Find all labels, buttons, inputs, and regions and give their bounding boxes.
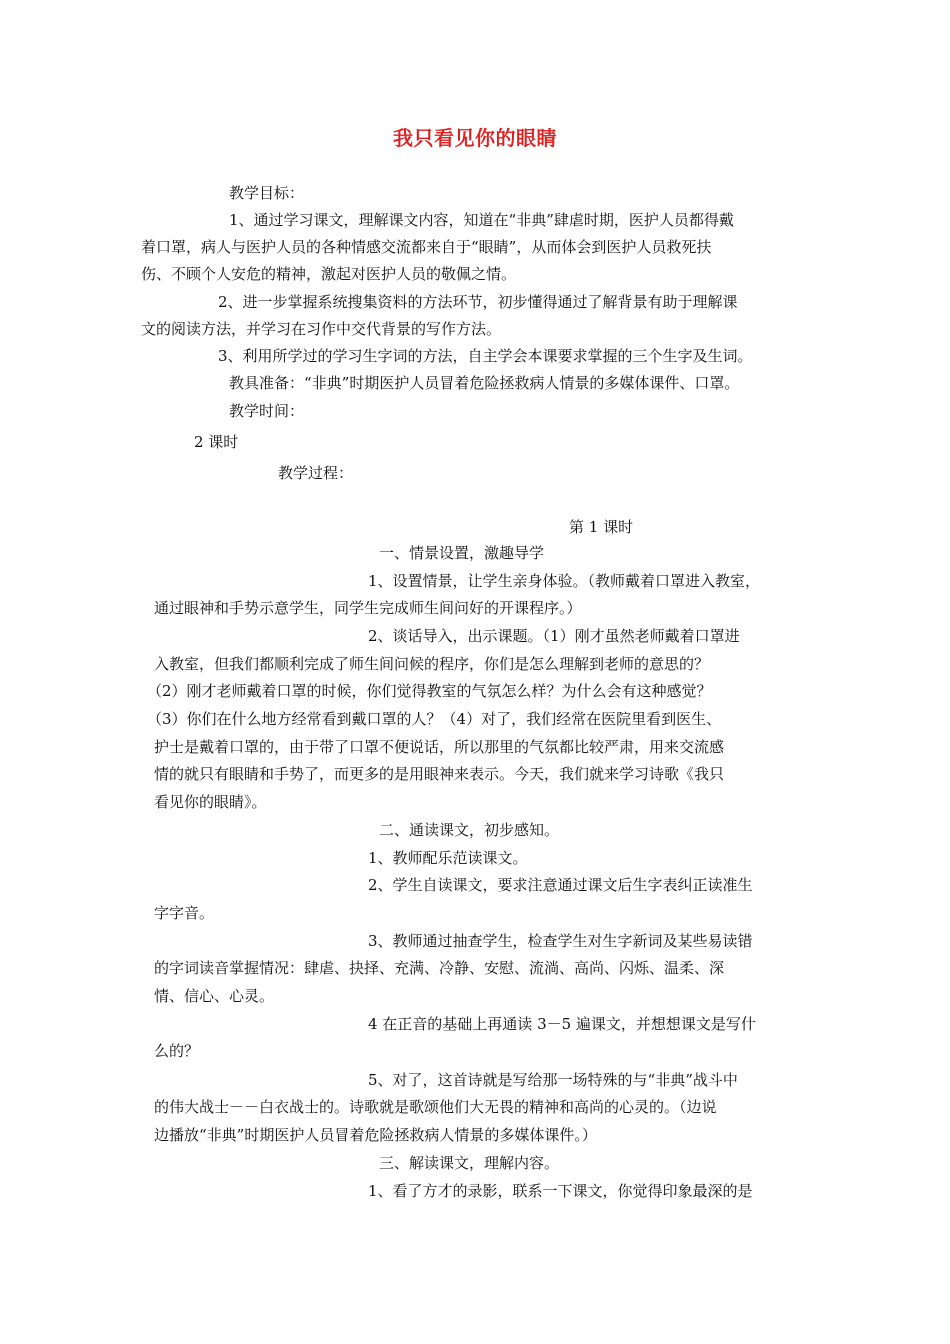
paragraph-line: 的字词读音掌握情况：肆虐、抉择、充满、冷静、安慰、流淌、高尚、闪烁、温柔、深: [154, 959, 725, 977]
paragraph-line: 入教室，但我们都顺利完成了师生间问候的程序，你们是怎么理解到老师的意思的？: [154, 655, 710, 673]
paragraph-line: 2 课时: [194, 433, 239, 451]
paragraph-line: 看见你的眼睛》。: [154, 793, 267, 811]
subsection-heading: 二、通读课文，初步感知。: [379, 821, 560, 839]
section-heading-time: 教学时间：: [229, 402, 305, 420]
paragraph-line: 教具准备：“非典”时期医护人员冒着危险拯救病人情景的多媒体课件、口罩。: [229, 374, 740, 392]
paragraph-line: 的伟大战士－－白衣战士的。诗歌就是歌颂他们大无畏的精神和高尚的心灵的。（边说: [154, 1098, 717, 1116]
paragraph-line: 伤、不顾个人安危的精神，激起对医护人员的敬佩之情。: [141, 265, 517, 283]
paragraph-line: 文的阅读方法，并学习在习作中交代背景的写作方法。: [141, 320, 502, 338]
paragraph-line: 字字音。: [154, 904, 215, 922]
paragraph-line: 1、设置情景，让学生亲身体验。（教师戴着口罩进入教室，: [368, 572, 761, 590]
paragraph-line: 1、看了方才的录影，联系一下课文，你觉得印象最深的是: [368, 1182, 753, 1200]
section-heading-objectives: 教学目标：: [229, 184, 305, 202]
paragraph-line: 护士是戴着口罩的，由于带了口罩不便说话，所以那里的气氛都比较严肃，用来交流感: [154, 738, 725, 756]
paragraph-line: 5、对了，这首诗就是写给那一场特殊的与“非典”战斗中: [368, 1071, 738, 1089]
paragraph-line: 么的？: [154, 1042, 200, 1060]
subsection-heading: 一、情景设置，激趣导学: [379, 544, 545, 562]
paragraph-line: 通过眼神和手势示意学生，同学生完成师生间问好的开课程序。）: [154, 599, 582, 617]
paragraph-line: 1、教师配乐范读课文。: [368, 849, 528, 867]
paragraph-line: 3、教师通过抽查学生，检查学生对生字新词及某些易读错: [368, 932, 753, 950]
paragraph-line: 2、学生自读课文，要求注意通过课文后生字表纠正读准生: [368, 876, 753, 894]
section-heading-process: 教学过程：: [278, 464, 354, 482]
paragraph-line: 3、利用所学过的学习生字词的方法，自主学会本课要求掌握的三个生字及生词。: [218, 347, 753, 365]
lesson-heading: 第 1 课时: [569, 518, 634, 536]
paragraph-line: 2、谈话导入，出示课题。（1）刚才虽然老师戴着口罩进: [368, 627, 740, 645]
paragraph-line: 边播放“非典”时期医护人员冒着危险拯救病人情景的多媒体课件。）: [154, 1126, 597, 1144]
paragraph-line: （3）你们在什么地方经常看到戴口罩的人？（4）对了，我们经常在医院里看到医生、: [147, 710, 722, 728]
paragraph-line: 着口罩，病人与医护人员的各种情感交流都来自于“眼睛”，从而体会到医护人员救死扶: [141, 238, 712, 256]
paragraph-line: （2）刚才老师戴着口罩的时候，你们觉得教室的气氛怎么样？为什么会有这种感觉？: [147, 682, 712, 700]
paragraph-line: 1、通过学习课文，理解课文内容，知道在“非典”肆虐时期，医护人员都得戴: [229, 211, 734, 229]
subsection-heading: 三、解读课文，理解内容。: [379, 1154, 560, 1172]
paragraph-line: 情的就只有眼睛和手势了，而更多的是用眼神来表示。今天，我们就来学习诗歌《我只: [154, 765, 725, 783]
paragraph-line: 2、进一步掌握系统搜集资料的方法环节，初步懂得通过了解背景有助于理解课: [218, 293, 738, 311]
document-title: 我只看见你的眼睛: [393, 126, 557, 150]
paragraph-line: 4 在正音的基础上再通读 3－5 遍课文，并想想课文是写什: [368, 1015, 756, 1033]
paragraph-line: 情、信心、心灵。: [154, 987, 275, 1005]
